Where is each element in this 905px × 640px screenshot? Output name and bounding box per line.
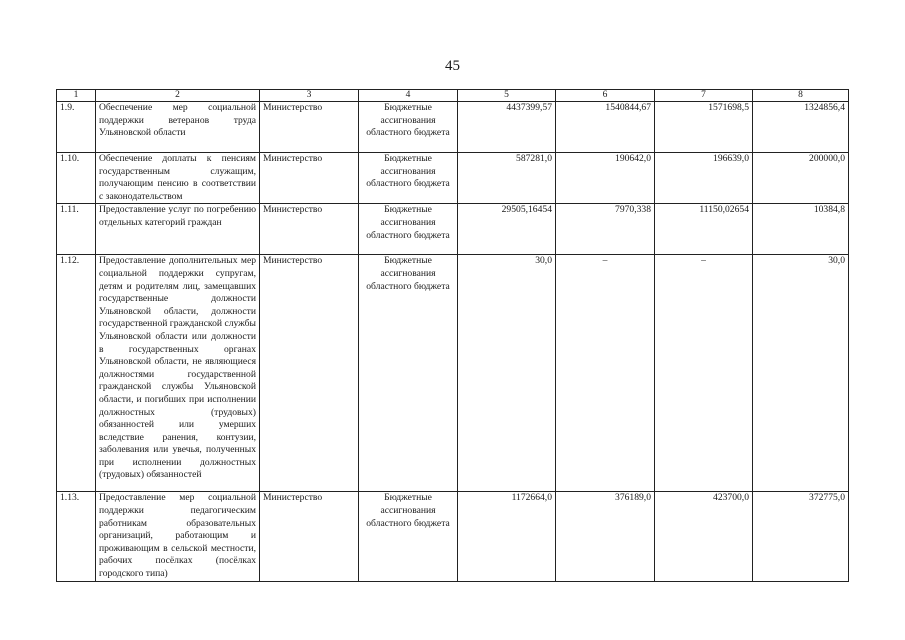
row-number: 1.10. xyxy=(57,153,96,204)
value-year-1: 1540844,67 xyxy=(556,102,655,153)
table-row xyxy=(57,153,849,204)
header-cell: 4 xyxy=(359,90,458,102)
header-cell: 1 xyxy=(57,90,96,102)
measure-name: Предоставление услуг по погребению отдельных категорий граждан xyxy=(96,204,260,255)
value-year-1: 376189,0 xyxy=(556,492,655,581)
value-year-1: 190642,0 xyxy=(556,153,655,204)
funding-source: Бюджетные ассигнования областного бюджета xyxy=(359,492,458,581)
header-cell: 6 xyxy=(556,90,655,102)
value-year-1: – xyxy=(556,255,655,492)
measure-name: Обеспечение доплаты к пенсиям государственным служащим, получающим пенсию в соответствии с законодательством xyxy=(96,153,260,204)
page-number: 45 xyxy=(445,58,460,74)
value-year-3: 30,0 xyxy=(753,255,849,492)
funding-source: Бюджетные ассигнования областного бюджета xyxy=(359,255,458,492)
table-row xyxy=(57,102,849,153)
header-cell: 7 xyxy=(655,90,753,102)
funding-source: Бюджетные ассигнования областного бюджета xyxy=(359,153,458,204)
value-year-3: 10384,8 xyxy=(753,204,849,255)
value-total: 1172664,0 xyxy=(458,492,556,581)
header-cell: 8 xyxy=(753,90,849,102)
value-year-2: – xyxy=(655,255,753,492)
executor: Министерство xyxy=(260,153,359,204)
value-year-3: 372775,0 xyxy=(753,492,849,581)
executor: Министерство xyxy=(260,204,359,255)
value-year-1: 7970,338 xyxy=(556,204,655,255)
measure-name: Предоставление мер социальной поддержки педагогическим работникам образовательных организаций, работающим и проживающим в сельской местности, рабочих посёлках (посёлках городского типа) xyxy=(96,492,260,581)
row-number: 1.13. xyxy=(57,492,96,581)
header-cell: 5 xyxy=(458,90,556,102)
header-cell: 2 xyxy=(96,90,260,102)
executor: Министерство xyxy=(260,492,359,581)
value-year-2: 423700,0 xyxy=(655,492,753,581)
budget-table xyxy=(56,89,849,582)
funding-source: Бюджетные ассигнования областного бюджета xyxy=(359,204,458,255)
table-row xyxy=(57,492,849,581)
value-year-2: 11150,02654 xyxy=(655,204,753,255)
value-total: 587281,0 xyxy=(458,153,556,204)
measure-name: Предоставление дополнительных мер социальной поддержки супругам, детям и родителям лиц, замещавших государственные должности Ульяновской области, должности государственной гражданской службы Ульяновской области или должности в государственных органах Ульяновской области, не являющиеся должностями государственной гражданской службы Ульяновской области, и погибших при исполнении должностных (трудовых) обязанностей или умерших вследствие ранения, контузии, заболевания или увечья, полученных при исполнении должностных (трудовых) обязанностей xyxy=(96,255,260,492)
value-year-3: 1324856,4 xyxy=(753,102,849,153)
row-number: 1.12. xyxy=(57,255,96,492)
value-total: 29505,16454 xyxy=(458,204,556,255)
funding-source: Бюджетные ассигнования областного бюджета xyxy=(359,102,458,153)
table-row xyxy=(57,255,849,492)
value-total: 4437399,57 xyxy=(458,102,556,153)
header-row xyxy=(57,90,849,102)
row-number: 1.11. xyxy=(57,204,96,255)
executor: Министерство xyxy=(260,102,359,153)
measure-name: Обеспечение мер социальной поддержки ветеранов труда Ульяновской области xyxy=(96,102,260,153)
value-year-2: 196639,0 xyxy=(655,153,753,204)
table-row xyxy=(57,204,849,255)
value-total: 30,0 xyxy=(458,255,556,492)
value-year-3: 200000,0 xyxy=(753,153,849,204)
row-number: 1.9. xyxy=(57,102,96,153)
value-year-2: 1571698,5 xyxy=(655,102,753,153)
executor: Министерство xyxy=(260,255,359,492)
header-cell: 3 xyxy=(260,90,359,102)
